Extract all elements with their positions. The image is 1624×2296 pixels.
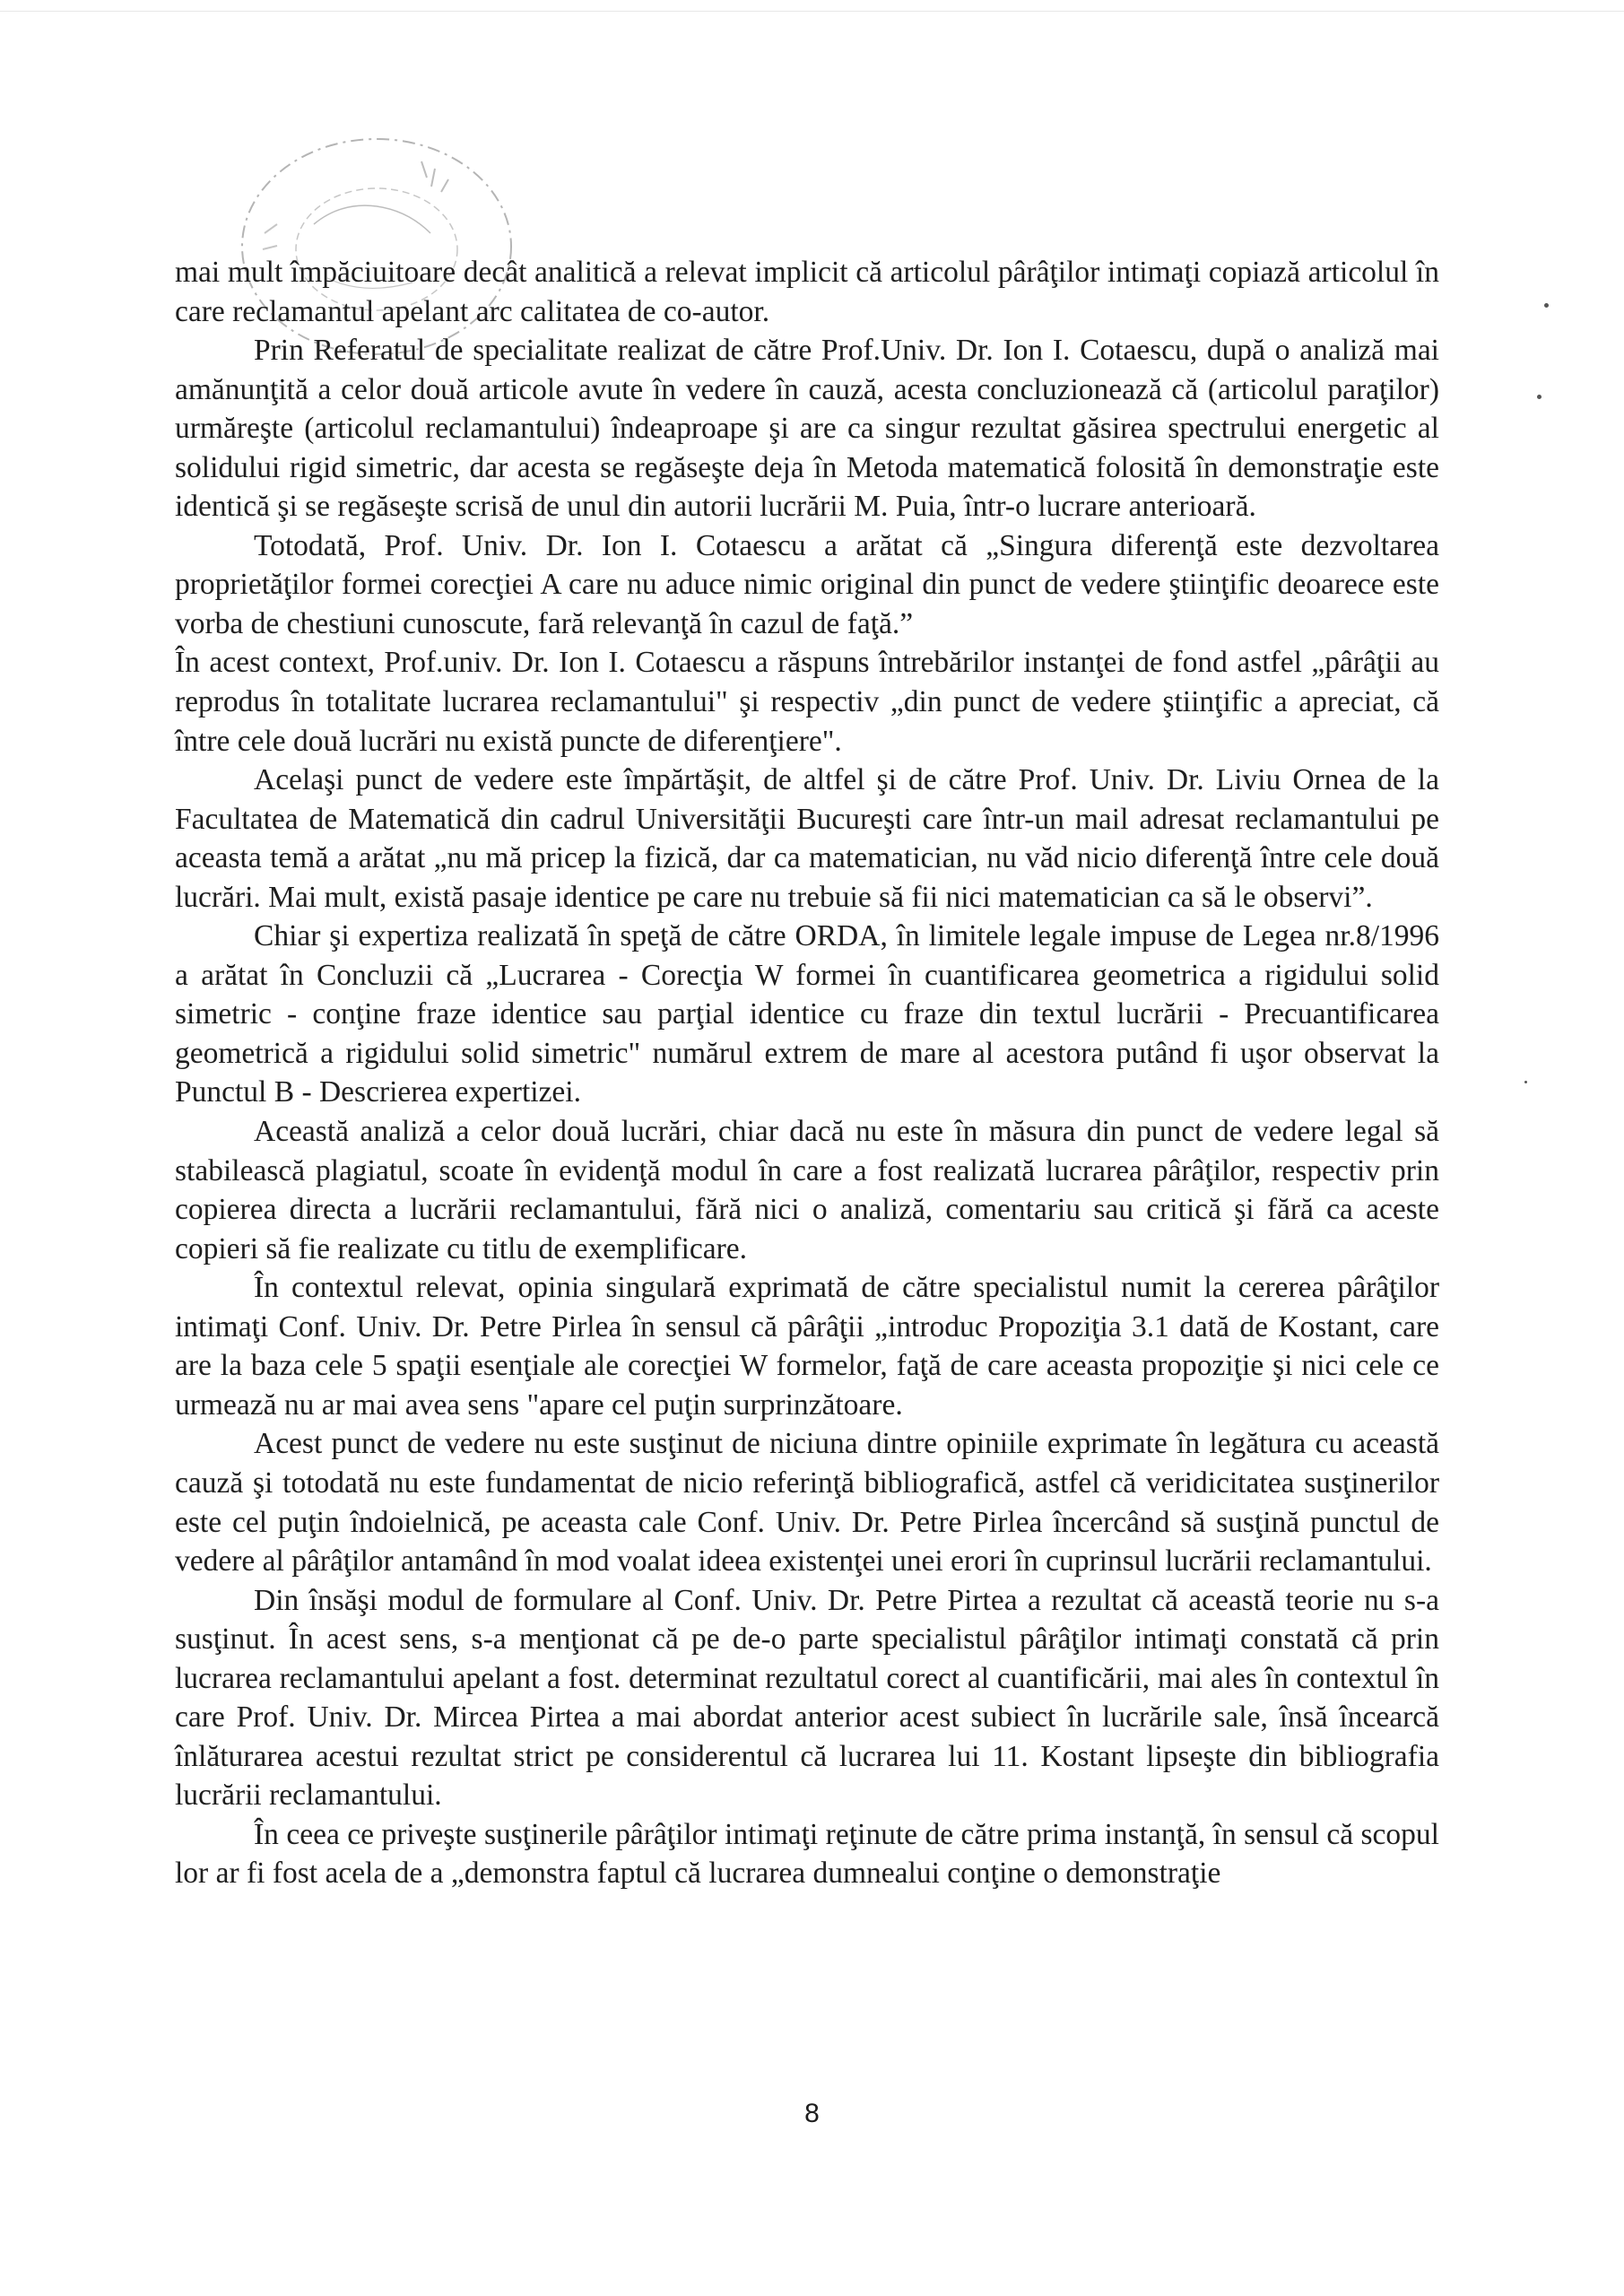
paragraph: Prin Referatul de specialitate realizat de către Prof.Univ. Dr. Ion I. Cotaescu, după o analiză mai amănunţită a celor două articole avute în vedere în cauză, acesta concluzionează că (articolul paraţilor) urmăreşte (articolul reclamantului) îndeaproape şi are ca singur rezultat găsirea spectrului energetic al solidului rigid simetric, dar acesta se regăseşte deja în Metoda matematică folosită în demonstraţie este identică şi se regăseşte scrisă de unul din autorii lucrării M. Puia, într-o lucrare anterioară. <box>175 334 1439 524</box>
paragraph: În ceea ce priveşte susţinerile pârâţilor intimaţi reţinute de către prima instanţă, în sensul că scopul lor ar fi fost acela de a „demonstra faptul că lucrarea dumnealui conţine o demonstraţie <box>175 1817 1439 1891</box>
paragraph: Acest punct de vedere nu este susţinut de niciuna dintre opiniile exprimate în legătura cu această cauză şi totodată nu este fundamentat de nicio referinţă bibliografică, astfel că veridicitatea susţinerilor este cel puţin îndoielnică, pe aceasta cale Conf. Univ. Dr. Petre Pirlea încercând să susţină punctul de vedere al pârâţilor antamând în mod voalat ideea existenţei unei erori în cuprinsul lucrării reclamantului. <box>175 1427 1439 1578</box>
page-number: 8 <box>804 2099 820 2128</box>
paragraph: Această analiză a celor două lucrări, chiar dacă nu este în măsura din punct de vedere legal să stabilească plagiatul, scoate în evidenţă modul în care a fost realizată lucrarea pârâţilor, respectiv prin copierea directa a lucrării reclamantului, fără nici o analiză, comentariu sau critică şi fără ca aceste copieri să fie realizate cu titlu de exemplificare. <box>175 1115 1439 1265</box>
paragraph: Din însăşi modul de formulare al Conf. Univ. Dr. Petre Pirtea a rezultat că această teorie nu s-a susţinut. În acest sens, s-a menţionat că pe de-o parte specialistul pârâţilor intimaţi constată că prin lucrarea reclamantului apelant a fost. determinat rezultatul corect al cuantificării, mai ales în contextul în care Prof. Univ. Dr. Mircea Pirtea a mai abordat anterior acest subiect în lucrările sale, însă încearcă înlăturarea acestui rezultat strict pe considerentul că lucrarea lui 11. Kostant lipseşte din bibliografia lucrării reclamantului. <box>175 1583 1439 1813</box>
paragraph: În acest context, Prof.univ. Dr. Ion I. Cotaescu a răspuns întrebărilor instanţei de fond astfel „pârâţii au reprodus în totalitate lucrarea reclamantului" şi respectiv „din punct de vedere ştiinţific a apreciat, că între cele două lucrări nu există puncte de diferenţiere". <box>175 646 1439 758</box>
margin-dot <box>1524 1081 1527 1083</box>
scan-edge-line <box>0 11 1624 12</box>
margin-dot <box>1537 395 1541 399</box>
paragraph: Acelaşi punct de vedere este împărtăşit, de altfel şi de către Prof. Univ. Dr. Liviu Ornea de la Facultatea de Matematică din cadrul Universităţii Bucureşti care într-un mail adresat reclamantului pe aceasta temă a arătat „nu mă pricep la fizică, dar ca matematician, nu văd nicio diferenţă între cele două lucrări. Mai mult, există pasaje identice pe care nu trebuie să fii nici matematician ca să le observi”. <box>175 763 1439 914</box>
margin-dot <box>1544 303 1549 308</box>
paragraph: Totodată, Prof. Univ. Dr. Ion I. Cotaescu a arătat că „Singura diferenţă este dezvoltarea proprietăţilor formei corecţiei A care nu aduce nimic original din punct de vedere ştiinţific deoarece este vorba de chestiuni cunoscute, fară relevanţă în cazul de faţă.” <box>175 528 1439 640</box>
paragraph: În contextul relevat, opinia singulară exprimată de către specialistul numit la cererea pârâţilor intimaţi Conf. Univ. Dr. Petre Pirlea în sensul că pârâţii „introduc Propoziţia 3.1 dată de Kostant, care are la baza cele 5 spaţii esenţiale ale corecţiei W formelor, faţă de care aceasta propoziţie şi nici cele ce urmează nu ar mai avea sens "apare cel puţin surprinzătoare. <box>175 1271 1439 1422</box>
paragraph: mai mult împăciuitoare decât analitică a relevat implicit că articolul pârâţilor intimaţi copiază articolul în care reclamantul apelant arc calitatea de co-autor. <box>175 256 1439 328</box>
paragraph: Chiar şi expertiza realizată în speţă de către ORDA, în limitele legale impuse de Legea nr.8/1996 a arătat în Concluzii că „Lucrarea - Corecţia W formei în cuantificarea geometrica a rigidului solid simetric - conţine fraze identice sau parţial identice cu fraze din textul lucrării - Precuantificarea geometrică a rigidului solid simetric" numărul extrem de mare al acestora putând fi uşor observat la Punctul B - Descrierea expertizei. <box>175 919 1439 1109</box>
body-text <box>175 253 1439 1893</box>
